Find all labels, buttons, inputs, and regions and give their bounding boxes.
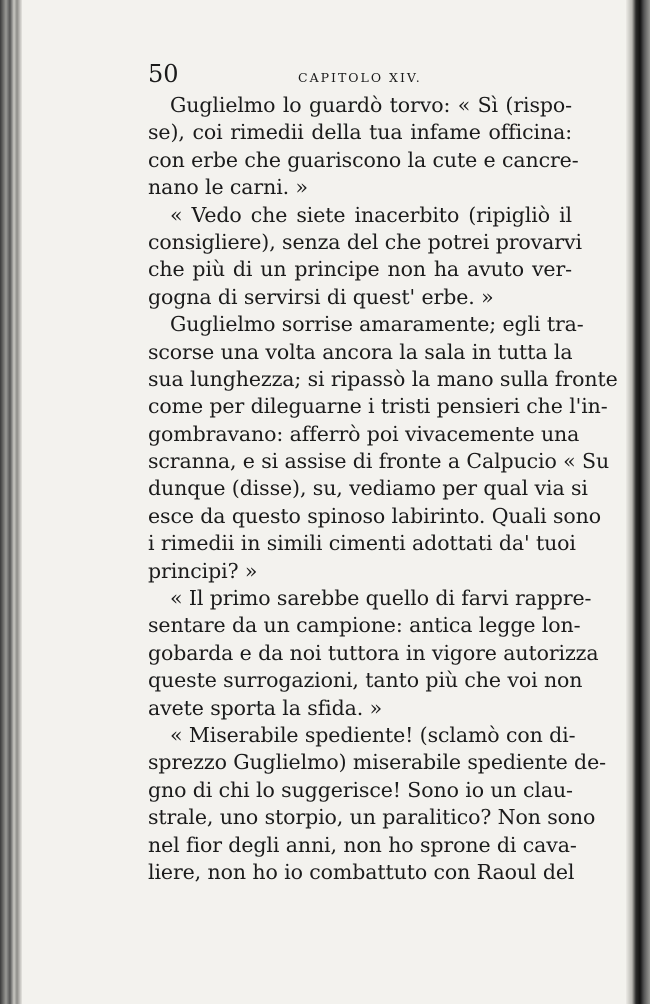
text-line: che più di un principe non ha avuto ver- xyxy=(148,257,572,282)
book-gutter-left xyxy=(0,0,22,1004)
text-line: queste surrogazioni, tanto più che voi non xyxy=(148,668,583,693)
text-line: Guglielmo sorrise amaramente; egli tra- xyxy=(170,312,584,337)
text-line: consigliere), senza del che potrei provarvi xyxy=(148,229,582,254)
text-line: gno di chi lo suggerisce! Sono io un clau- xyxy=(148,777,573,802)
text-line: se), coi rimedii della tua infame officina: xyxy=(148,120,572,145)
book-edge-right xyxy=(626,0,650,1004)
text-line: strale, uno storpio, un paralitico? Non sono xyxy=(148,805,596,830)
text-line: sentare da un campione: antica legge lon- xyxy=(148,613,581,638)
text-line: scranna, e si assise di fronte a Calpucio « Su xyxy=(148,449,610,474)
text-line: Guglielmo lo guardò torvo: « Sì (rispo- xyxy=(170,93,572,117)
text-line: gombravano: afferrò poi vivacemente una xyxy=(148,421,580,446)
text-line: i rimedii in simili cimenti adottati da' tuoi xyxy=(148,531,576,556)
text-line: scorse una volta ancora la sala in tutta la xyxy=(148,339,573,364)
text-line: « Miserabile spediente! (sclamò con di- xyxy=(170,722,576,747)
text-line: come per dileguarne i tristi pensieri che l'in- xyxy=(148,394,608,419)
running-head: CAPITOLO XIV. xyxy=(298,70,422,85)
text-line: con erbe che guariscono la cute e cancre- xyxy=(148,147,579,172)
text-line: esce da questo spinoso labirinto. Quali sono xyxy=(148,503,601,528)
text-line: nano le carni. » xyxy=(148,175,308,200)
text-line: avete sporta la sfida. » xyxy=(148,695,383,720)
text-line: « Vedo che siete inacerbito (ripigliò il xyxy=(170,202,572,227)
text-line: dunque (disse), su, vediamo per qual via si xyxy=(148,476,588,501)
text-line: liere, non ho io combattuto con Raoul del xyxy=(148,859,575,884)
page-header xyxy=(148,60,572,94)
text-line: principi? » xyxy=(148,558,258,583)
text-line: gogna di servirsi di quest' erbe. » xyxy=(148,284,494,309)
text-line: gobarda e da noi tuttora in vigore autorizza xyxy=(148,640,599,665)
text-line: nel fior degli anni, non ho sprone di cava- xyxy=(148,832,577,857)
text-line: « Il primo sarebbe quello di farvi rappre- xyxy=(170,586,592,611)
text-line: sprezzo Guglielmo) miserabile spediente de- xyxy=(148,750,606,775)
text-line: sua lunghezza; si ripassò la mano sulla fronte xyxy=(148,366,618,391)
body-text xyxy=(148,92,618,886)
page-number: 50 xyxy=(148,60,179,88)
